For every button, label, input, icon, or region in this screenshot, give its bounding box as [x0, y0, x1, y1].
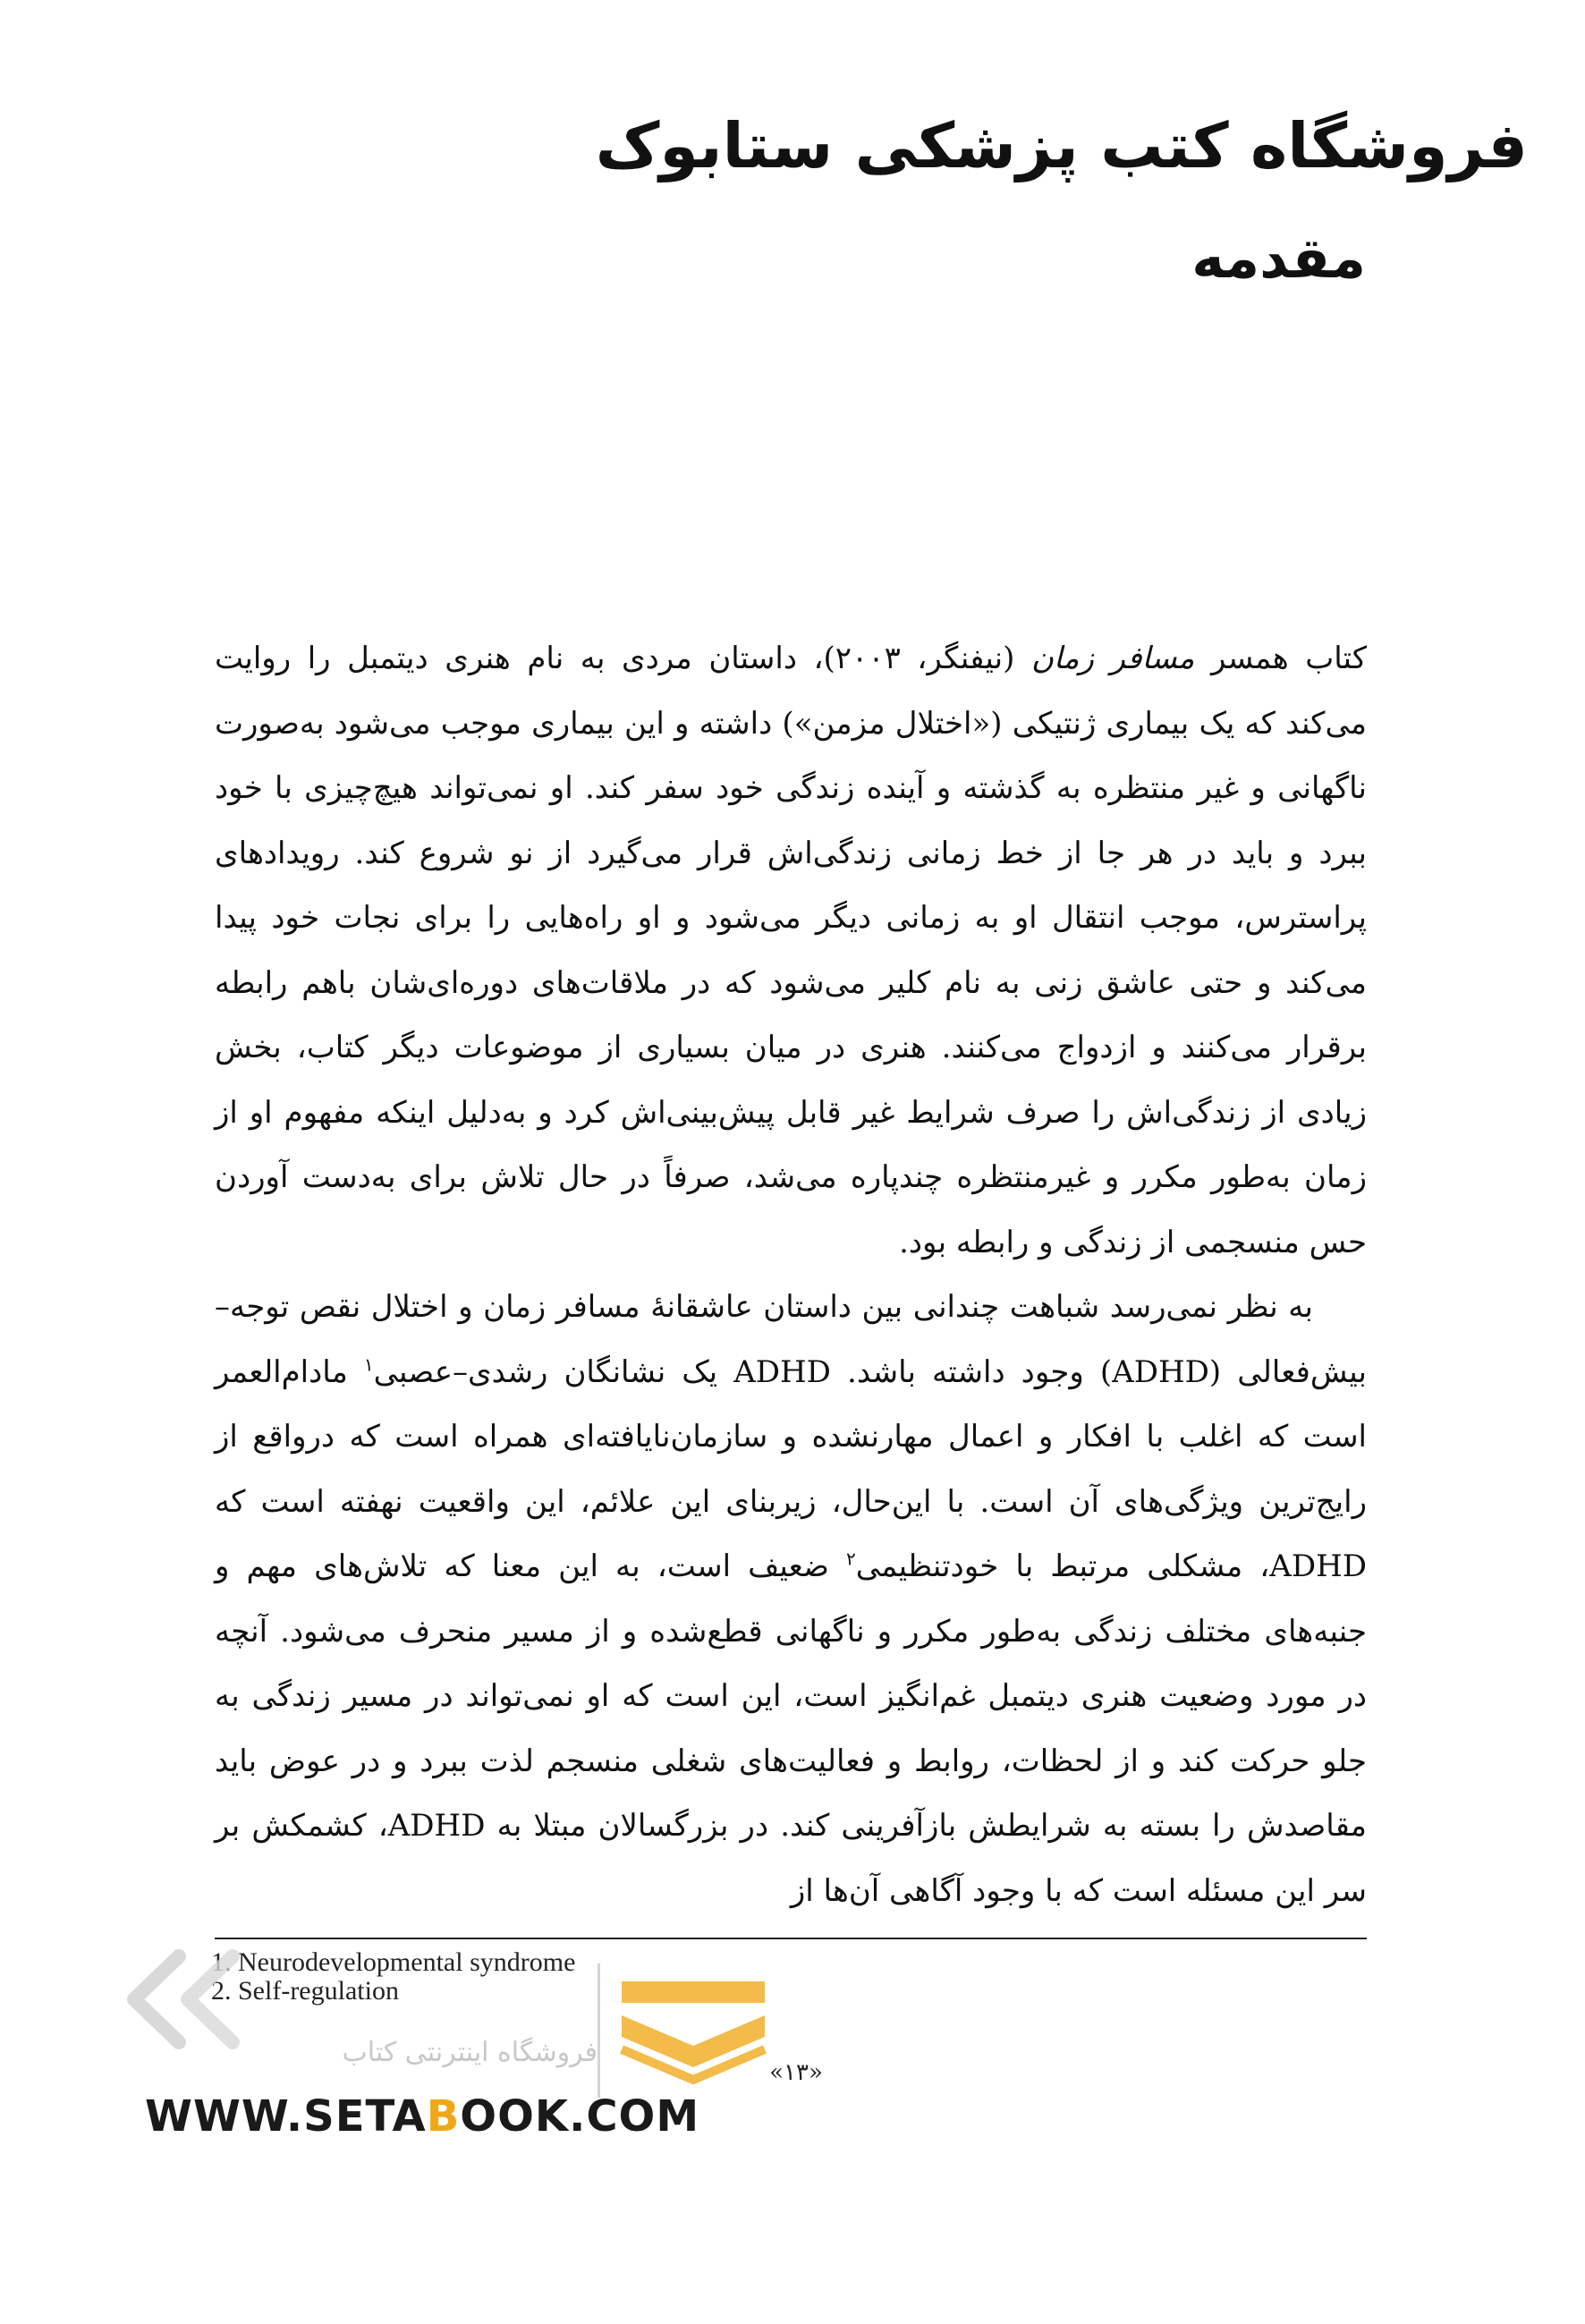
paragraph-2-part-a: به نظر نمی‌رسد شباهت چندانی بین داستان عاشقانهٔ مسافر زمان و اختلال نقص توجه– بیش‌فعالی (ADHD) وجود داشته باشد. ADHD یک نشانگان رشدی–عصبی	[215, 1289, 1368, 1390]
page-header-title: فروشگاه کتب پزشکی ستابوک	[595, 109, 1528, 182]
chevron-left-double-icon	[116, 1946, 268, 2053]
book-title-italic: مسافر زمان	[1030, 640, 1195, 676]
footnote-ref-2: ۲	[845, 1548, 856, 1570]
page-number: «۱۳»	[769, 2059, 823, 2086]
paragraph-2-part-c: ضعیف است، به این معنا که تلاش‌های مهم و جنبه‌های مختلف زندگی به‌طور مکرر و ناگهانی قطع‌شده و از مسیر منحرف می‌شود. آنچه در مورد وضعیت هنری دیتمبل غم‌انگیز است، این است که او نمی‌تواند در مسیر زندگی به جلو حرکت کند و از لحظات، روابط و فعالیت‌های شغلی منسجم لذت ببرد و در عوض باید مقاصدش را بسته به شرایطش بازآفرینی کند. در بزرگسالان مبتلا به ADHD، کشمکش بر سر این مسئله است که با وجود آگاهی آن‌ها از	[215, 1548, 1367, 1909]
paragraph-1	[215, 626, 1367, 1275]
website-url-accent: B	[426, 2091, 461, 2142]
chapter-title: مقدمه	[1191, 225, 1366, 291]
setabook-logo-mark-icon	[613, 1972, 774, 2089]
footnote-ref-1: ۱	[363, 1353, 374, 1376]
footnote-1: 1. Neurodevelopmental syndrome	[211, 1947, 576, 1977]
website-url	[145, 2091, 699, 2142]
watermark-divider	[598, 1964, 600, 2098]
watermark-shop-text: فروشگاه اینترنتی کتاب	[342, 2037, 598, 2068]
footnote-2: 2. Self-regulation	[211, 1976, 399, 2006]
paragraph-1-rest: (نیفنگر، ۲۰۰۳)، داستان مردی به نام هنری دیتمبل را روایت می‌کند که یک بیماری ژنتیکی («اختلال مزمن») داشته و این بیماری موجب می‌شود به‌صورت ناگهانی و غیر منتظره به گذشته و آینده زندگی خود سفر کند. او نمی‌تواند هیچ‌چیزی با خود ببرد و باید در هر جا از خط زمانی زندگی‌اش قرار می‌گیرد از نو شروع کند. رویدادهای پراسترس، موجب انتقال او به زمانی دیگر می‌شود و او راه‌هایی را برای نجات خود پیدا می‌کند و حتی عاشق زنی به نام کلیر می‌شود که در ملاقات‌های دوره‌ای‌شان باهم رابطه برقرار می‌کنند و ازدواج می‌کنند. هنری در میان بسیاری از موضوعات دیگر کتاب، بخش زیادی از زندگی‌اش را صرف شرایط غیر قابل پیش‌بینی‌اش کرد و به‌دلیل اینکه مفهوم او از زمان به‌طور مکرر و غیرمنتظره چندپاره می‌شد، صرفاً در حال تلاش برای به‌دست آوردن حس منسجمی از زندگی و رابطه بود.	[215, 640, 1367, 1260]
body-text	[215, 626, 1367, 1923]
website-url-start: WWW.SETA	[145, 2091, 427, 2142]
website-url-end: OOK.COM	[460, 2091, 700, 2142]
paragraph-2	[215, 1275, 1367, 1923]
paragraph-1-start: کتاب همسر	[1194, 640, 1368, 676]
paragraph-2-part-b: مادام‌العمر است که اغلب با افکار و اعمال مهارنشده و سازمان‌نایافته‌ای همراه است که درواقع از رایج‌ترین ویژگی‌های آن است. با این‌حال، زیربنای این علائم، این واقعیت نهفته است که ADHD، مشکلی مرتبط با خودتنظیمی	[215, 1353, 1367, 1584]
